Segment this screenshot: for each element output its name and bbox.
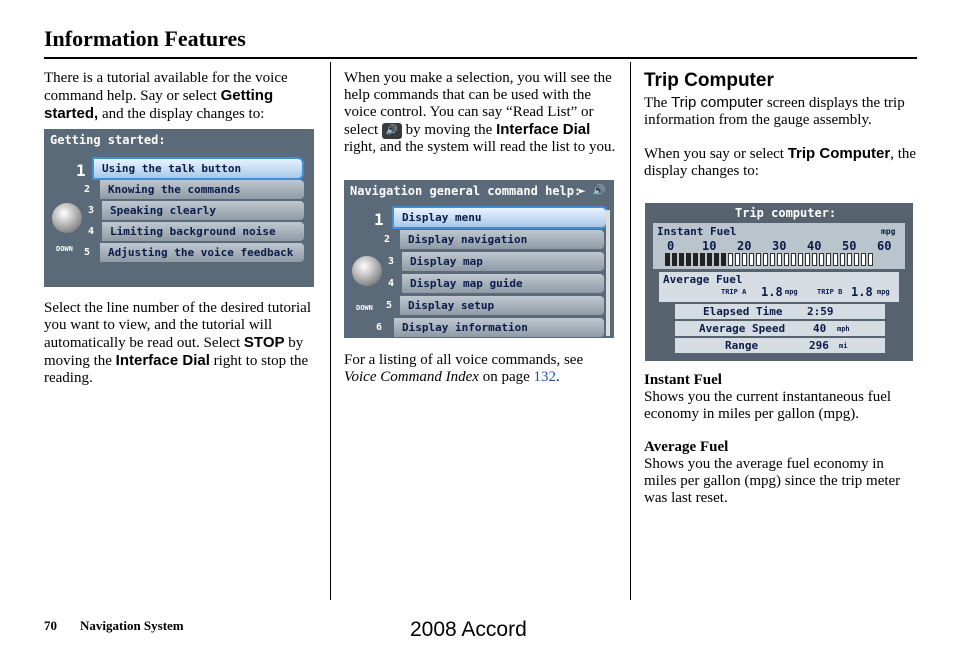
fuel-bar-segment xyxy=(861,253,866,266)
trip-computer-screen xyxy=(645,203,913,361)
voice-command-index-ref: Voice Command Index xyxy=(344,369,479,385)
trip-a-label: TRIP A xyxy=(721,288,747,296)
row-number: 6 xyxy=(376,322,383,333)
range-label: Range xyxy=(725,339,759,352)
elapsed-time-value: 2:59 xyxy=(807,305,834,318)
fuel-bar-segment xyxy=(812,253,817,266)
selection-text-mid: by moving the xyxy=(401,122,497,138)
scale-tick: 20 xyxy=(737,239,752,253)
fuel-bar-segment xyxy=(714,253,719,266)
interface-dial-icon xyxy=(52,203,82,233)
speaker-icon: 🔊 xyxy=(382,123,402,139)
row-number: 5 xyxy=(386,300,393,311)
selection-text-end: right, and the system will read the list to you. xyxy=(344,139,616,155)
fuel-bar-segment xyxy=(791,253,796,266)
trip-computer-term: Trip computer xyxy=(671,94,764,111)
scale-tick: 30 xyxy=(772,239,787,253)
select-paragraph xyxy=(44,300,319,387)
fuel-bar-segment xyxy=(819,253,824,266)
intro-text: There is a tutorial available for the voice command help. Say or select xyxy=(44,70,288,104)
fuel-bar-segment xyxy=(735,253,740,266)
fuel-bar-segment xyxy=(847,253,852,266)
selection-text: When you make a selection, you will see the help commands that can be used with the voice control. You can say “Read List” or select xyxy=(344,70,612,138)
fuel-bar-segment xyxy=(805,253,810,266)
interface-dial-term: Interface Dial xyxy=(496,121,591,138)
row-number: 2 xyxy=(384,234,391,245)
column-1-lower xyxy=(44,300,319,387)
trip-select-text: When you say or select xyxy=(644,146,788,162)
fuel-bar-segment xyxy=(826,253,831,266)
trip-b-value: 1.8 xyxy=(851,285,873,299)
range-unit: mi xyxy=(839,342,848,350)
average-speed-row xyxy=(675,321,885,336)
fuel-bar-segment xyxy=(728,253,733,266)
mpg-unit: mpg xyxy=(881,227,896,236)
fuel-bar-segment xyxy=(770,253,775,266)
fuel-bar-segment xyxy=(693,253,698,266)
listing-text-mid: on page xyxy=(478,369,534,385)
intro-text-end: and the display changes to: xyxy=(98,106,265,122)
header-rule xyxy=(44,57,917,59)
help-item-4[interactable]: Display map guide xyxy=(402,274,604,293)
getting-started-screen xyxy=(44,129,314,287)
elapsed-time-label: Elapsed Time xyxy=(703,305,783,318)
column-divider xyxy=(630,62,631,600)
intro-paragraph xyxy=(44,70,319,123)
help-item-5[interactable]: Display setup xyxy=(400,296,604,315)
fuel-bar-segment xyxy=(798,253,803,266)
fuel-bar-segment xyxy=(777,253,782,266)
trip-intro-text: The xyxy=(644,95,672,111)
fuel-bar-segment xyxy=(686,253,691,266)
trip-a-value: 1.8 xyxy=(761,285,783,299)
scale-tick: 50 xyxy=(842,239,857,253)
fuel-bar-segment xyxy=(854,253,859,266)
help-item-1[interactable]: Display menu xyxy=(394,208,606,227)
screen-title: Trip computer: xyxy=(735,206,837,220)
average-speed-label: Average Speed xyxy=(699,322,786,335)
getting-started-term: Getting started, xyxy=(44,87,274,122)
down-label: DOWN xyxy=(356,304,373,312)
fuel-bar-segment xyxy=(763,253,768,266)
fuel-bar-segment xyxy=(749,253,754,266)
page-link[interactable]: 132 xyxy=(533,369,557,385)
average-speed-value: 40 xyxy=(813,322,827,335)
tutorial-item-5[interactable]: Adjusting the voice feedback xyxy=(100,243,304,262)
fuel-bar-segment xyxy=(784,253,789,266)
average-fuel-description: Shows you the average fuel economy in miles per gallon (mpg) since the trip meter was last reset. xyxy=(644,456,901,506)
range-value: 296 xyxy=(809,339,829,352)
tutorial-item-4[interactable]: Limiting background noise xyxy=(102,222,304,241)
tutorial-item-3[interactable]: Speaking clearly xyxy=(102,201,304,220)
scrollbar[interactable] xyxy=(606,210,610,336)
listing-text: For a listing of all voice commands, see xyxy=(344,352,584,368)
selected-number: 1 xyxy=(374,210,384,229)
select-text-end: right to stop the reading. xyxy=(44,353,309,386)
column-3 xyxy=(644,70,919,180)
stop-term: STOP xyxy=(243,334,285,351)
instant-fuel-panel xyxy=(653,223,905,269)
instant-fuel-label: Instant Fuel xyxy=(657,225,737,238)
trip-intro-paragraph xyxy=(644,94,919,129)
trip-select-paragraph xyxy=(644,145,919,180)
average-fuel-panel xyxy=(659,272,899,302)
section-heading: Trip Computer xyxy=(644,70,774,91)
row-number: 5 xyxy=(84,247,91,258)
selection-paragraph xyxy=(344,70,616,156)
listing-text-end: . xyxy=(556,369,560,385)
row-number: 3 xyxy=(388,256,395,267)
mpg-unit: mpg xyxy=(877,288,890,296)
help-item-3[interactable]: Display map xyxy=(402,252,604,271)
instant-fuel-heading: Instant Fuel xyxy=(644,372,722,388)
interface-dial-icon xyxy=(352,256,382,286)
tutorial-item-1[interactable]: Using the talk button xyxy=(94,159,302,178)
fuel-bar-segment xyxy=(665,253,670,266)
trip-computer-command: Trip Computer xyxy=(787,145,891,162)
row-number: 3 xyxy=(88,205,95,216)
page-number: 70 xyxy=(44,618,57,633)
column-3-lower xyxy=(644,372,919,507)
help-item-6[interactable]: Display information xyxy=(394,318,604,337)
interface-dial-term: Interface Dial xyxy=(115,352,210,369)
scale-tick: 40 xyxy=(807,239,822,253)
fuel-bar-segment xyxy=(756,253,761,266)
average-fuel-label: Average Fuel xyxy=(663,273,743,286)
screen-title: Getting started: xyxy=(50,133,166,147)
mpg-unit: mpg xyxy=(785,288,798,296)
instant-fuel-description: Shows you the current instantaneous fuel economy in miles per gallon (mpg). xyxy=(644,389,892,422)
listing-paragraph xyxy=(344,352,619,386)
scale-tick: 10 xyxy=(702,239,717,253)
screen-title: Navigation general command help: xyxy=(350,184,582,198)
row-number: 4 xyxy=(88,226,95,237)
fuel-bar-segment xyxy=(840,253,845,266)
scale-tick: 0 xyxy=(667,239,675,253)
speed-unit: mph xyxy=(837,325,850,333)
row-number: 4 xyxy=(388,278,395,289)
fuel-bar-segment xyxy=(700,253,705,266)
column-2-lower xyxy=(344,352,619,386)
fuel-bar-segment xyxy=(868,253,873,266)
page-title: Information Features xyxy=(44,26,246,51)
fuel-bar-segment xyxy=(742,253,747,266)
fuel-bar-segment xyxy=(707,253,712,266)
command-help-screen xyxy=(344,180,614,338)
column-2 xyxy=(344,70,616,156)
watermark: 2008 Accord xyxy=(410,618,527,641)
fuel-bar-segment xyxy=(833,253,838,266)
select-text-mid: by moving the xyxy=(44,335,304,369)
scale-tick: 60 xyxy=(877,239,892,253)
trip-select-text-end: , the display changes to: xyxy=(644,146,917,179)
column-1 xyxy=(44,70,319,123)
trip-b-label: TRIP B xyxy=(817,288,843,296)
selected-number: 1 xyxy=(76,161,86,180)
play-speaker-icon: ► 🔊 xyxy=(579,184,606,197)
footer-section: Navigation System xyxy=(80,618,184,633)
row-number: 2 xyxy=(84,184,91,195)
tutorial-item-2[interactable]: Knowing the commands xyxy=(100,180,304,199)
range-row xyxy=(675,338,885,353)
down-label: DOWN xyxy=(56,245,73,253)
help-item-2[interactable]: Display navigation xyxy=(400,230,604,249)
fuel-bar-segment xyxy=(721,253,726,266)
average-fuel-heading: Average Fuel xyxy=(644,439,729,455)
fuel-bar-segment xyxy=(679,253,684,266)
select-text: Select the line number of the desired tutorial you want to view, and the tutorial will automatically be read out. Select xyxy=(44,300,311,351)
trip-intro-text-end: screen displays the trip information from the gauge assembly. xyxy=(644,95,905,128)
elapsed-time-row xyxy=(675,304,885,319)
column-divider xyxy=(330,62,331,600)
fuel-bar-segment xyxy=(672,253,677,266)
